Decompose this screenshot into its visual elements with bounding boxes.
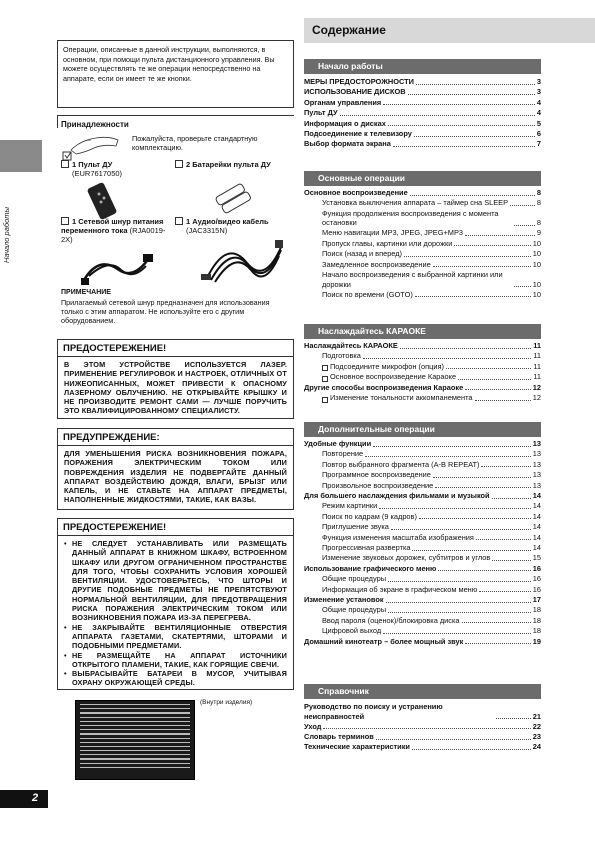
accessories-note: Пожалуйста, проверьте стандартную комплектацию. bbox=[132, 134, 258, 152]
dot-leader bbox=[479, 591, 530, 592]
toc-entry[interactable] bbox=[322, 260, 541, 270]
toc-entry-title: ИСПОЛЬЗОВАНИЕ ДИСКОВ bbox=[304, 87, 406, 97]
toc-entry[interactable] bbox=[304, 722, 541, 732]
section-tab-marker bbox=[0, 140, 42, 172]
toc-entry[interactable] bbox=[322, 543, 541, 553]
dot-leader bbox=[386, 602, 531, 603]
checkbox-icon bbox=[322, 397, 328, 403]
intro-text: Операции, описанные в данной инструкции, выполняются, в основном, при помощи пульта дистанционного управления. Вы можете осуществлять те же операции непосредственно на аппарате, если он имеет те же кнопки. bbox=[57, 40, 294, 108]
toc-page-number: 15 bbox=[532, 553, 541, 563]
toc-page-number: 14 bbox=[532, 491, 541, 500]
dot-leader bbox=[465, 643, 530, 644]
checkbox-icon bbox=[175, 217, 183, 225]
warning-title: ПРЕДОСТЕРЕЖЕНИЕ! bbox=[58, 519, 293, 536]
toc-entry[interactable] bbox=[322, 290, 541, 300]
dot-leader bbox=[323, 728, 530, 729]
toc-entry[interactable] bbox=[322, 372, 541, 382]
toc-page-number: 4 bbox=[536, 97, 541, 107]
toc-page-number: 22 bbox=[532, 721, 541, 731]
dot-leader bbox=[446, 368, 531, 369]
warning-item: • НЕ РАЗМЕЩАЙТЕ НА АППАРАТ ИСТОЧНИКИ ОТКРЫТОГО ПЛАМЕНИ, ТАКИЕ, КАК ГОРЯЩИЕ СВЕЧИ. bbox=[64, 651, 287, 670]
toc-entry-title: Повтор выбранного фрагмента (A-B REPEAT) bbox=[322, 459, 480, 469]
toc-entry-title: Выбор формата экрана bbox=[304, 139, 391, 149]
intro-block bbox=[57, 40, 294, 108]
toc-entry[interactable] bbox=[322, 616, 541, 626]
toc-entry-title: Уход bbox=[304, 721, 322, 731]
remark-title: ПРИМЕЧАНИЕ bbox=[61, 289, 111, 296]
warning-title: ПРЕДУПРЕЖДЕНИЕ: bbox=[58, 429, 293, 446]
toc-entry[interactable] bbox=[304, 139, 541, 149]
toc-page-number: 14 bbox=[532, 522, 541, 532]
toc-entry[interactable] bbox=[304, 702, 541, 721]
dot-leader bbox=[433, 266, 531, 267]
toc-entry[interactable] bbox=[322, 605, 541, 615]
toc-entry-title: Замедленное воспроизведение bbox=[322, 259, 431, 269]
warning-text: ДЛЯ УМЕНЬШЕНИЯ РИСКА ВОЗНИКНОВЕНИЯ ПОЖАРА, ПОРАЖЕНИЯ ЭЛЕКТРИЧЕСКИМ ТОКОМ ИЛИ ПОВРЕЖДЕНИЯ ИЗДЕЛИЯ НЕ ПОДВЕРГАЙТЕ ДАННЫЙ АППАРАТ ВОЗДЕЙСТВИЮ ДОЖДЯ, ВЛАГИ, БРЫЗГ ИЛИ КАПЕЛЬ, И НЕ СТАВЬТЕ НА АППАРАТ ПРЕДМЕТЫ, НАПОЛНЕННЫЕ ЖИДКОСТЯМИ, ТАКИЕ, КАК ВАЗЫ. bbox=[64, 449, 287, 505]
toc-entry[interactable] bbox=[304, 564, 541, 574]
toc-entry-title: Наслаждайтесь КАРАОКЕ bbox=[304, 341, 398, 350]
toc-entry-title: Использование графического меню bbox=[304, 563, 437, 573]
dot-leader bbox=[379, 508, 531, 509]
toc-entry[interactable] bbox=[304, 742, 541, 752]
dot-leader bbox=[416, 84, 535, 85]
checkbox-icon bbox=[61, 217, 69, 225]
moisture-warning-box bbox=[57, 428, 294, 510]
toc-entry-title: Другие способы воспроизведения Караоке bbox=[304, 382, 464, 392]
dot-leader bbox=[404, 256, 531, 257]
dot-leader bbox=[410, 195, 535, 196]
accessory-power-cord: 1 Сетевой шнур питания переменного тока (RJA0019-2X) bbox=[61, 217, 166, 245]
toc-page-number: 13 bbox=[532, 449, 541, 459]
toc-page-number: 16 bbox=[532, 563, 541, 573]
toc-entry[interactable] bbox=[304, 87, 541, 97]
toc-section-header: Справочник bbox=[304, 684, 541, 699]
toc-page-number: 17 bbox=[532, 595, 541, 604]
ventilation-warning-box bbox=[57, 518, 294, 690]
toc-page-number: 9 bbox=[536, 228, 541, 238]
toc-page-number: 4 bbox=[536, 108, 541, 118]
dot-leader bbox=[476, 539, 531, 540]
toc-entry[interactable] bbox=[322, 239, 541, 249]
toc-page-number: 10 bbox=[532, 238, 541, 248]
toc-entry[interactable] bbox=[304, 341, 541, 351]
toc-entry-title: Удобные функции bbox=[304, 439, 372, 448]
dot-leader bbox=[391, 529, 531, 530]
toc-page-number: 14 bbox=[532, 532, 541, 542]
av-cable-icon bbox=[197, 238, 287, 286]
toc-entry[interactable] bbox=[322, 512, 541, 522]
dot-leader bbox=[388, 612, 531, 613]
toc-entry-title: Цифровой выход bbox=[322, 626, 382, 636]
toc-entry[interactable] bbox=[304, 119, 541, 129]
toc-page-number: 13 bbox=[532, 459, 541, 469]
dot-leader bbox=[365, 456, 531, 457]
dot-leader bbox=[383, 104, 535, 105]
remote-control-icon bbox=[79, 182, 139, 220]
toc-entry[interactable] bbox=[304, 98, 541, 108]
accessory-batteries: 2 Батарейки пульта ДУ bbox=[175, 160, 293, 169]
toc-entry-title: Основное воспроизведение bbox=[304, 188, 408, 197]
dot-leader bbox=[454, 245, 530, 246]
toc-entry[interactable] bbox=[322, 574, 541, 584]
toc-page-number: 14 bbox=[532, 543, 541, 552]
toc-page-number: 12 bbox=[532, 382, 541, 392]
toc-entry-title: Режим картинки bbox=[322, 501, 378, 511]
accessories-title: Принадлежности bbox=[61, 120, 129, 129]
toc-page-number: 16 bbox=[532, 574, 541, 584]
toc-entry[interactable] bbox=[322, 626, 541, 636]
toc-entry-title: Прогрессивная развертка bbox=[322, 543, 411, 552]
dot-leader bbox=[414, 136, 535, 137]
toc-entry[interactable] bbox=[322, 501, 541, 511]
toc-entry[interactable] bbox=[322, 270, 541, 289]
accessories-block bbox=[57, 115, 294, 329]
dot-leader bbox=[475, 400, 531, 401]
warning-list bbox=[58, 536, 293, 691]
toc-entry-title: Программное воспроизведение bbox=[322, 470, 431, 480]
dot-leader bbox=[373, 446, 531, 447]
accessory-av-cable: 1 Аудио/видео кабель (JAC3315N) bbox=[175, 217, 293, 235]
warning-item: • НЕ ЗАКРЫВАЙТЕ ВЕНТИЛЯЦИОННЫЕ ОТВЕРСТИЯ АППАРАТА ГАЗЕТАМИ, СКАТЕРТЯМИ, ШТОРАМИ И ПОДОБНЫМИ ПРЕДМЕТАМИ. bbox=[64, 623, 287, 651]
toc-section-header: Наслаждайтесь КАРАОКЕ bbox=[304, 324, 541, 339]
toc-entry[interactable] bbox=[304, 108, 541, 118]
checkbox-icon bbox=[322, 365, 328, 371]
toc-header bbox=[304, 18, 595, 43]
side-section-label: Начало работы bbox=[2, 206, 11, 263]
toc-entry[interactable] bbox=[304, 491, 541, 501]
toc-entry[interactable] bbox=[304, 637, 541, 647]
dot-leader bbox=[438, 570, 530, 571]
toc-entry[interactable] bbox=[304, 188, 541, 198]
toc-entry-title: Поиск по кадрам (9 кадров) bbox=[322, 511, 417, 521]
toc-page-number: 8 bbox=[536, 188, 541, 197]
toc-page-number: 24 bbox=[532, 742, 541, 752]
dot-leader bbox=[492, 498, 531, 499]
toc-entry[interactable] bbox=[322, 249, 541, 259]
toc-entry-title: Для большего наслаждения фильмами и музыкой bbox=[304, 491, 490, 500]
toc-page-number: 13 bbox=[532, 439, 541, 448]
toc-page-number: 18 bbox=[532, 615, 541, 625]
toc-entry-title: Подсоедините микрофон (опция) bbox=[330, 361, 444, 371]
toc-entry-title: Информация об экране в графическом меню bbox=[322, 584, 478, 594]
toc-page-number: 23 bbox=[532, 732, 541, 741]
toc-page-number: 11 bbox=[533, 341, 541, 350]
toc-entry[interactable] bbox=[322, 481, 541, 491]
toc-entry[interactable] bbox=[304, 129, 541, 139]
toc-entry[interactable] bbox=[304, 595, 541, 605]
toc-entry-title: Функция изменения масштаба изображения bbox=[322, 532, 474, 542]
toc-entry[interactable] bbox=[304, 439, 541, 449]
warning-item: • ВЫБРАСЫВАЙТЕ БАТАРЕИ В МУСОР, УЧИТЫВАЯ ОХРАНУ ОКРУЖАЮЩЕЙ СРЕДЫ. bbox=[64, 669, 287, 688]
dot-leader bbox=[433, 477, 531, 478]
warning-item: • НЕ СЛЕДУЕТ УСТАНАВЛИВАТЬ ИЛИ РАЗМЕЩАТЬ ДАННЫЙ АППАРАТ В КНИЖНОМ ШКАФУ, ВСТРОЕННОМ ШКАФУ ИЛИ ДРУГОМ ОГРАНИЧЕННОМ ПРОСТРАНСТВЕ ДЛЯ ТОГО, ЧТОБЫ СОХРАНИТЬ УСЛОВИЯ ХОРОШЕЙ ВЕНТИЛЯЦИИ. УДОСТОВЕРЬТЕСЬ, ЧТО ШТОРЫ И ДРУГИЕ ПОДОБНЫЕ ПРЕДМЕТЫ НЕ ПРЕПЯТСТВУЮТ НОРМАЛЬНОЙ ВЕНТИЛЯЦИИ, ДЛЯ ПРЕДОТВРАЩЕНИЯ РИСКА ПОРАЖЕНИЯ ЭЛЕКТРИЧЕСКИМ ТОКОМ ИЛИ ВОЗНИКНОВЕНИЯ ПОЖАРА ИЗ-ЗА ПЕРЕГРЕВА. bbox=[64, 539, 287, 623]
dot-leader bbox=[465, 389, 531, 390]
toc-entry-title: Подготовка bbox=[322, 351, 361, 361]
toc-entry-title: Пульт ДУ bbox=[304, 108, 338, 118]
hand-check-icon bbox=[61, 132, 121, 162]
toc-page-number: 12 bbox=[532, 393, 541, 402]
toc-page-number: 18 bbox=[532, 626, 541, 636]
toc-page-number: 14 bbox=[532, 501, 541, 511]
toc-page-number: 21 bbox=[532, 711, 541, 721]
power-cord-icon bbox=[79, 250, 159, 288]
toc-page-number: 16 bbox=[532, 584, 541, 594]
toc-page-number: 8 bbox=[536, 218, 541, 228]
toc-entry-title: Изменение установок bbox=[304, 595, 384, 604]
toc-page-number: 6 bbox=[536, 129, 541, 138]
toc-entry-title: Общие процедуры bbox=[322, 605, 387, 615]
toc-entry[interactable] bbox=[304, 77, 541, 87]
toc-entry[interactable] bbox=[322, 470, 541, 480]
toc-entry-title: Основное воспроизведение Караоке bbox=[330, 372, 457, 382]
toc-page-number: 5 bbox=[536, 118, 541, 128]
dot-leader bbox=[383, 633, 531, 634]
toc-entry-title: Пропуск главы, картинки или дорожки bbox=[322, 238, 453, 248]
warning-title: ПРЕДОСТЕРЕЖЕНИЕ! bbox=[58, 340, 293, 357]
dot-leader bbox=[419, 518, 531, 519]
dot-leader bbox=[481, 466, 530, 467]
toc-page-number: 10 bbox=[532, 289, 541, 299]
dot-leader bbox=[412, 550, 530, 551]
toc-entry[interactable] bbox=[304, 732, 541, 742]
toc-entry-title: Домашний кинотеатр – более мощный звук bbox=[304, 636, 464, 646]
dot-leader bbox=[510, 205, 535, 206]
toc-entry[interactable] bbox=[322, 393, 541, 403]
warning-text: В ЭТОМ УСТРОЙСТВЕ ИСПОЛЬЗУЕТСЯ ЛАЗЕР. ПРИМЕНЕНИЕ РЕГУЛИРОВОК И НАСТРОЕК, ОТЛИЧНЫХ ОТ НИЖЕОПИСАННЫХ, МОЖЕТ ПРИВЕСТИ К ОПАСНОМУ ЛАЗЕРНОМУ ОБЛУЧЕНИЮ. НЕ ОТКРЫВАЙТЕ КРЫШКУ И НЕ ПРОИЗВОДИТЕ РЕМОНТ САМИ — ЛУЧШЕ ПОРУЧИТЬ ЭТО КВАЛИФИЦИРОВАННОМУ СПЕЦИАЛИСТУ. bbox=[64, 360, 287, 416]
laser-warning-box bbox=[57, 339, 294, 419]
toc-entry-title: Подсоединение к телевизору bbox=[304, 129, 412, 138]
toc-page-number: 8 bbox=[536, 198, 541, 208]
toc-page-number: 10 bbox=[532, 279, 541, 289]
toc-page-number: 10 bbox=[532, 259, 541, 269]
checkbox-icon bbox=[322, 376, 328, 382]
batteries-icon bbox=[207, 176, 257, 216]
dot-leader bbox=[388, 581, 531, 582]
toc-page-number: 10 bbox=[532, 249, 541, 259]
toc-page-number: 13 bbox=[532, 470, 541, 480]
toc-entry-title: Функция продолжения воспроизведения с момента остановки bbox=[322, 208, 499, 228]
toc-page-number: 11 bbox=[533, 361, 541, 371]
dot-leader bbox=[465, 235, 535, 236]
dot-leader bbox=[400, 348, 531, 349]
toc-entry-title: Поиск по времени (GOTO) bbox=[322, 289, 413, 299]
dot-leader bbox=[412, 749, 531, 750]
toc-entry-title: Повторение bbox=[322, 449, 364, 459]
dot-leader bbox=[435, 487, 530, 488]
dot-leader bbox=[462, 622, 531, 623]
toc-entry-title: Начало воспроизведения с выбранной картинки или дорожки bbox=[322, 270, 503, 289]
toc-title: Содержание bbox=[312, 23, 386, 37]
toc-entry[interactable] bbox=[322, 585, 541, 595]
toc-entry-title: Изменение тональности аккомпанемента bbox=[330, 393, 473, 402]
toc-page-number: 13 bbox=[532, 480, 541, 490]
dot-leader bbox=[415, 296, 531, 297]
toc-section-header: Начало работы bbox=[304, 59, 541, 74]
remark-text: Прилагаемый сетевой шнур предназначен для использования только с этим аппаратом. Не используйте его с другим оборудованием. bbox=[61, 298, 270, 326]
dot-leader bbox=[340, 115, 535, 116]
checkbox-icon bbox=[175, 160, 183, 168]
toc-entry-title: Руководство по поиску и устранению неисправностей bbox=[304, 702, 443, 721]
laser-caution-label-image bbox=[75, 700, 195, 780]
toc-entry-title: Изменение звуковых дорожек, субтитров и углов bbox=[322, 553, 491, 563]
toc-entry-title: МЕРЫ ПРЕДОСТОРОЖНОСТИ bbox=[304, 77, 414, 86]
dot-leader bbox=[408, 94, 535, 95]
toc-section-header: Основные операции bbox=[304, 171, 541, 186]
toc-entry[interactable] bbox=[322, 553, 541, 563]
toc-page-number: 19 bbox=[532, 636, 541, 646]
toc-section-header: Дополнительные операции bbox=[304, 422, 541, 437]
toc-entry-title: Меню навигации MP3, JPEG, JPEG+MP3 bbox=[322, 228, 463, 238]
toc-entry-title: Ввод пароля (оценок)/блокировка диска bbox=[322, 615, 460, 625]
toc-page-number: 14 bbox=[532, 511, 541, 521]
toc-entry[interactable] bbox=[322, 228, 541, 238]
toc-entry-title: Произвольное воспроизведение bbox=[322, 480, 434, 490]
toc-entry-title: Технические характеристики bbox=[304, 742, 410, 752]
toc-page-number: 11 bbox=[533, 351, 541, 361]
toc-page-number: 3 bbox=[536, 87, 541, 97]
toc-entry-title: Приглушение звука bbox=[322, 522, 389, 532]
dot-leader bbox=[514, 225, 535, 226]
toc-page-number: 11 bbox=[533, 372, 541, 382]
accessory-remote: 1 Пульт ДУ (EUR7617050) bbox=[61, 160, 166, 178]
toc-entry[interactable] bbox=[322, 449, 541, 459]
dot-leader bbox=[363, 358, 531, 359]
toc-entry-title: Общие процедуры bbox=[322, 574, 387, 584]
toc-entry[interactable] bbox=[322, 533, 541, 543]
checkbox-icon bbox=[61, 160, 69, 168]
toc-entry[interactable] bbox=[322, 198, 541, 208]
toc-page-number: 18 bbox=[532, 605, 541, 615]
toc-page-number: 7 bbox=[536, 139, 541, 149]
toc-entry[interactable] bbox=[322, 351, 541, 361]
toc-entry[interactable] bbox=[322, 522, 541, 532]
dot-leader bbox=[514, 286, 531, 287]
label-caption: (Внутри изделия) bbox=[200, 699, 253, 706]
toc-entry[interactable] bbox=[322, 362, 541, 372]
toc-page-number: 3 bbox=[536, 77, 541, 86]
toc-entry-title: Словарь терминов bbox=[304, 732, 374, 741]
toc-entry-title: Информация о дисках bbox=[304, 118, 386, 128]
dot-leader bbox=[393, 146, 535, 147]
toc-entry-title: Установка выключения аппарата – таймер сна SLEEP bbox=[322, 198, 509, 208]
page-number: 2 bbox=[0, 790, 48, 808]
dot-leader bbox=[376, 739, 531, 740]
dot-leader bbox=[458, 379, 531, 380]
toc-entry[interactable] bbox=[322, 209, 541, 228]
toc-entry-title: Поиск (назад и вперед) bbox=[322, 249, 403, 259]
dot-leader bbox=[496, 718, 531, 719]
toc-entry[interactable] bbox=[304, 383, 541, 393]
dot-leader bbox=[492, 560, 530, 561]
toc-entry-title: Органам управления bbox=[304, 97, 382, 107]
toc-entry[interactable] bbox=[322, 460, 541, 470]
dot-leader bbox=[388, 125, 535, 126]
